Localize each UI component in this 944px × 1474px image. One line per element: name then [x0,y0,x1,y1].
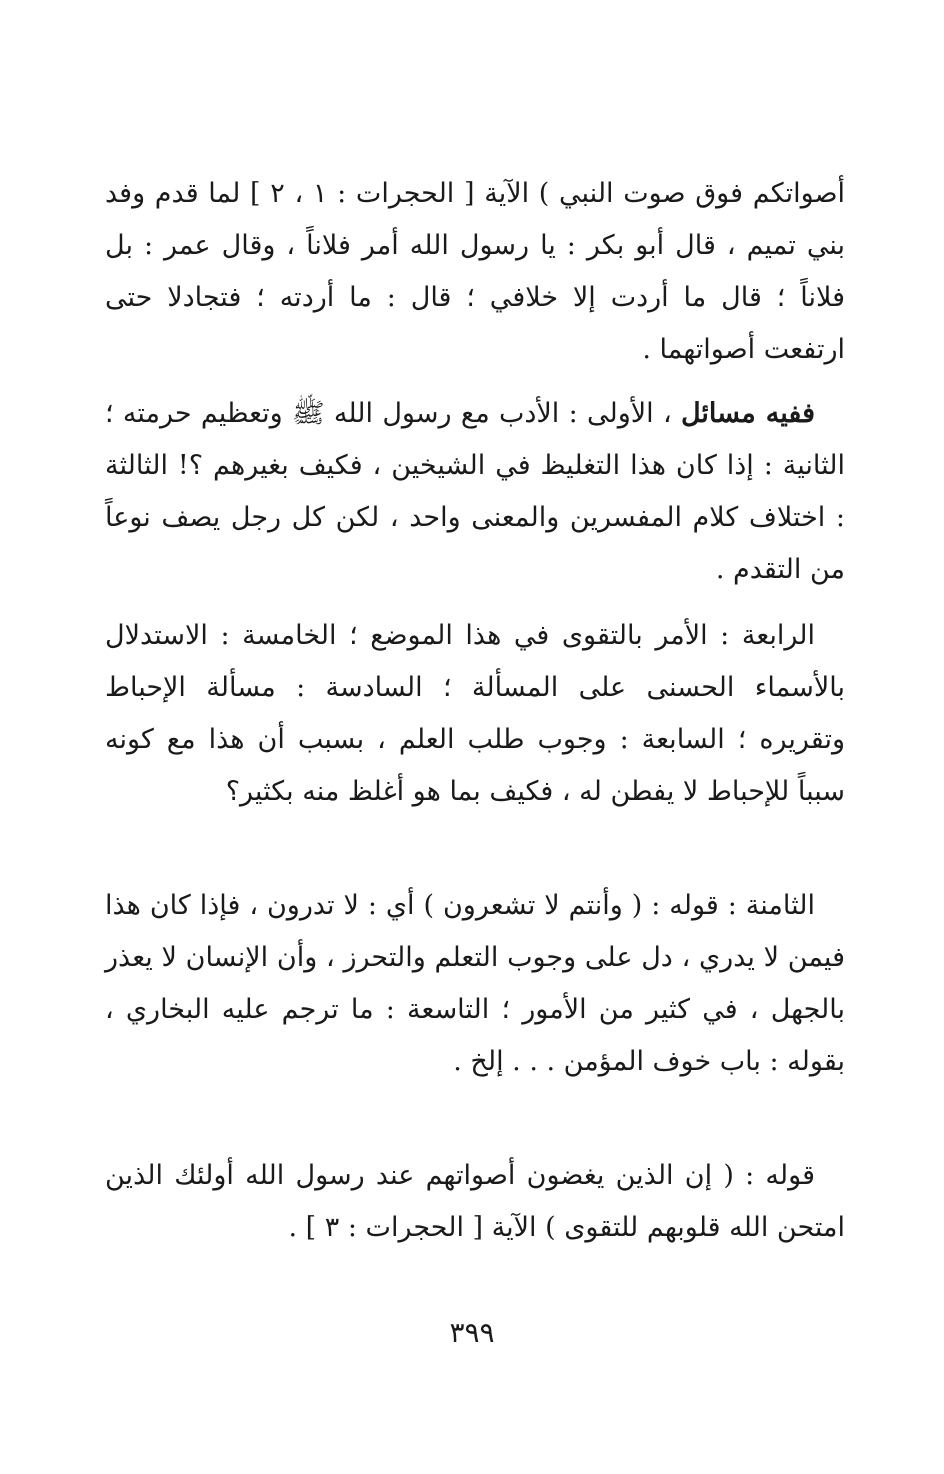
paragraph-5-text: قوله : ( إن الذين يغضون أصواتهم عند رسول الله أولئك الذين امتحن الله قلوبهم للتقوى ) الآية [ الحجرات : ٣ ] . [105,1160,845,1243]
page-number: ٣٩٩ [449,1316,495,1349]
paragraph-2-lead: ففيه مسائل [680,398,815,429]
paragraph-3-text: الرابعة : الأمر بالتقوى في هذا الموضع ؛ الخامسة : الاستدلال بالأسماء الحسنى على المسألة ؛ السادسة : مسألة الإحباط وتقريره ؛ السابعة : وجوب طلب العلم ، بسبب أن هذا مع كونه سبباً للإحباط لا يفطن له ، فكيف بما هو أغلظ منه بكثير؟ [105,620,845,807]
paragraph-1-text: أصواتكم فوق صوت النبي ) الآية [ الحجرات : ١ ، ٢ ] لما قدم وفد بني تميم ، قال أبو بكر : يا رسول الله أمر فلاناً ، وقال عمر : بل فلاناً ؛ قال ما أردت إلا خلافي ؛ قال : ما أردته ؛ فتجادلا حتى ارتفعت أصواتهما . [105,178,845,365]
paragraph-3 [105,610,845,818]
paragraph-4-text: الثامنة : قوله : ( وأنتم لا تشعرون ) أي : لا تدرون ، فإذا كان هذا فيمن لا يدري ، دل على وجوب التعلم والتحرز ، وأن الإنسان لا يعذر بالجهل ، في كثير من الأمور ؛ التاسعة : ما ترجم عليه البخاري ، بقوله : باب خوف المؤمن . . . إلخ . [105,890,845,1077]
paragraph-2-text: ، الأولى : الأدب مع رسول الله ﷺ وتعظيم حرمته ؛ الثانية : إذا كان هذا التغليظ في الشيخين ، فكيف بغيرهم ؟! الثالثة : اختلاف كلام المفسرين والمعنى واحد ، لكن كل رجل يصف نوعاً من التقدم . [105,398,845,585]
paragraph-1 [105,168,845,376]
paragraph-2 [105,388,845,596]
paragraph-5 [105,1150,845,1254]
paragraph-2-body [105,388,845,596]
paragraph-4 [105,880,845,1088]
